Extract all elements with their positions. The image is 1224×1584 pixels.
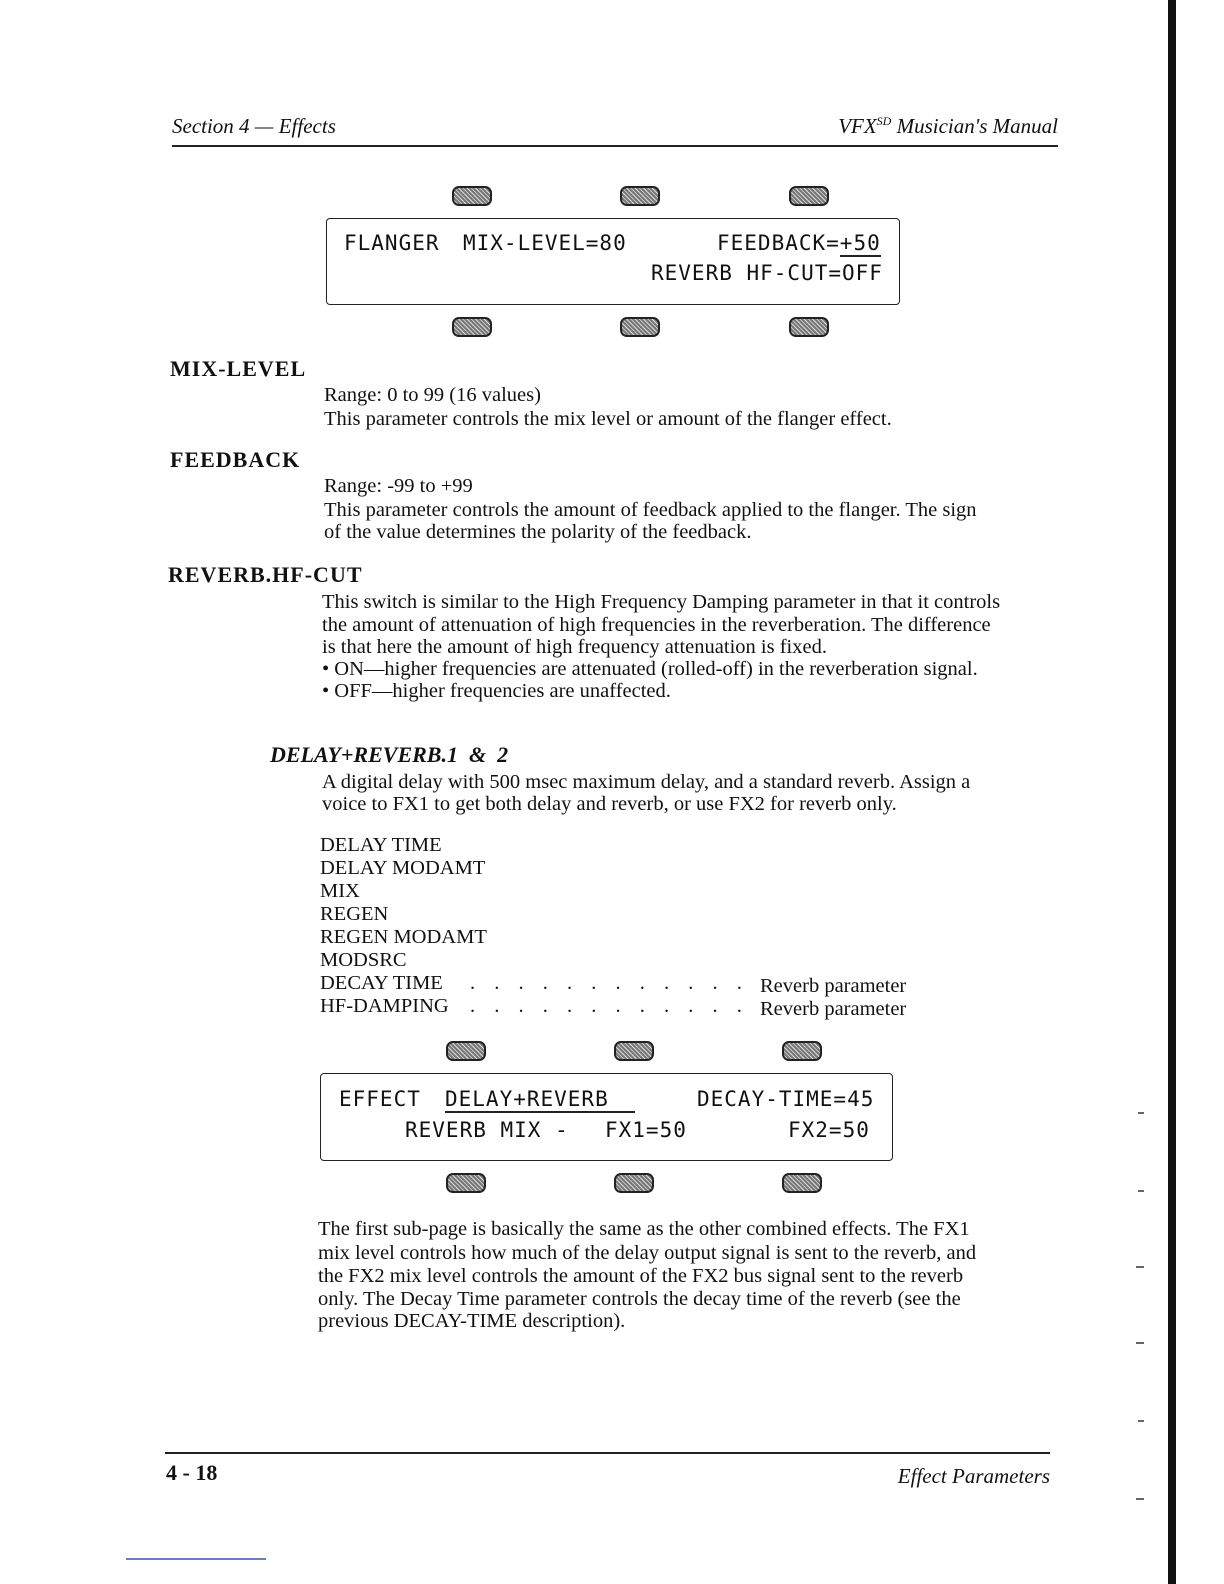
- param-mix-level: MIX-LEVEL: [170, 356, 307, 381]
- lcd-delay-reverb: [320, 1073, 893, 1161]
- list-item: HF-DAMPING: [320, 995, 449, 1017]
- page-edge: [1168, 0, 1176, 1584]
- soft-button-top-1[interactable]: [446, 1041, 486, 1061]
- lcd-row1-left: FLANGER: [344, 231, 440, 255]
- param-feedback: FEEDBACK: [170, 447, 301, 472]
- lcd-row1-mid: MIX-LEVEL=80: [463, 231, 627, 255]
- closing-text: The first sub-page is basically the same as the other combined effects. The FX1: [318, 1218, 970, 1240]
- param-text: • ON—higher frequencies are attenuated (rolled-off) in the reverberation signal.: [322, 658, 978, 680]
- soft-button-bottom-1[interactable]: [452, 317, 492, 337]
- margin-mark: [1136, 1498, 1144, 1500]
- list-item: DELAY TIME: [320, 834, 442, 856]
- lcd-row2-right: FX2=50: [788, 1118, 870, 1142]
- lcd-row1-left: EFFECT: [339, 1087, 421, 1111]
- soft-button-top-3[interactable]: [789, 186, 829, 206]
- list-item: DECAY TIME: [320, 972, 443, 994]
- footer-title: Effect Parameters: [897, 1464, 1050, 1488]
- lcd-row1-right: FEEDBACK=+50: [717, 231, 881, 255]
- list-item: MIX: [320, 880, 360, 902]
- param-text: is that here the amount of high frequency attenuation is fixed.: [322, 636, 827, 658]
- closing-text: the FX2 mix level controls the amount of the FX2 bus signal sent to the reverb: [318, 1265, 964, 1287]
- edge-mark: [126, 1558, 266, 1560]
- leader-dots: . . . . . . . . . . . .: [470, 972, 749, 994]
- lcd-row1-right: DECAY-TIME=45: [697, 1087, 875, 1111]
- list-item: REGEN MODAMT: [320, 926, 487, 948]
- soft-button-bottom-3[interactable]: [789, 317, 829, 337]
- section-desc: voice to FX1 to get both delay and reverb, or use FX2 for reverb only.: [322, 793, 897, 815]
- param-text: This switch is similar to the High Frequency Damping parameter in that it controls: [322, 591, 1001, 613]
- soft-button-top-2[interactable]: [614, 1041, 654, 1061]
- lcd-row2-right: REVERB HF-CUT=OFF: [651, 261, 883, 285]
- leader-dots: . . . . . . . . . . . .: [470, 995, 749, 1017]
- section-header: Section 4 — Effects: [172, 114, 336, 138]
- soft-button-bottom-2[interactable]: [614, 1173, 654, 1193]
- margin-mark: [1138, 1190, 1144, 1192]
- lcd-row2-left: REVERB MIX -: [405, 1118, 569, 1142]
- margin-mark: [1136, 1342, 1144, 1344]
- page-number: 4 - 18: [166, 1460, 218, 1485]
- soft-button-bottom-3[interactable]: [782, 1173, 822, 1193]
- list-item: MODSRC: [320, 949, 407, 971]
- footer-rule: [165, 1452, 1050, 1454]
- margin-mark: [1138, 1420, 1144, 1422]
- closing-text: only. The Decay Time parameter controls the decay time of the reverb (see the: [318, 1288, 961, 1310]
- manual-title: $VFX^{SD}$ Musician's Manual: [838, 114, 1058, 138]
- param-text: Range: -99 to +99: [324, 475, 473, 497]
- lcd-flanger: [326, 218, 900, 305]
- soft-button-top-1[interactable]: [452, 186, 492, 206]
- closing-text: mix level controls how much of the delay output signal is sent to the reverb, and: [318, 1242, 977, 1264]
- margin-mark: [1136, 1266, 1144, 1268]
- soft-button-bottom-2[interactable]: [620, 317, 660, 337]
- list-item: REGEN: [320, 903, 389, 925]
- param-text: • OFF—higher frequencies are unaffected.: [322, 680, 671, 702]
- header-rule: [172, 145, 1058, 147]
- section-desc: A digital delay with 500 msec maximum delay, and a standard reverb. Assign a: [322, 771, 971, 793]
- soft-button-top-2[interactable]: [620, 186, 660, 206]
- soft-button-top-3[interactable]: [782, 1041, 822, 1061]
- list-item: DELAY MODAMT: [320, 857, 486, 879]
- lcd-row1-mid: DELAY+REVERB: [445, 1087, 635, 1113]
- param-text: This parameter controls the amount of feedback applied to the flanger. The sign: [324, 499, 977, 521]
- reverb-note: Reverb parameter: [760, 975, 907, 997]
- closing-text: previous DECAY-TIME description).: [318, 1310, 626, 1332]
- param-reverb-hf-cut: REVERB.HF-CUT: [168, 562, 363, 587]
- param-text: Range: 0 to 99 (16 values): [324, 384, 541, 406]
- param-text: the amount of attenuation of high frequencies in the reverberation. The difference: [322, 614, 991, 636]
- param-text: This parameter controls the mix level or amount of the flanger effect.: [324, 408, 892, 430]
- section-title-delay-reverb: DELAY+REVERB.1 & 2: [270, 742, 509, 767]
- param-text: of the value determines the polarity of the feedback.: [324, 521, 752, 543]
- margin-mark: [1138, 1112, 1144, 1114]
- lcd-row2-mid: FX1=50: [605, 1118, 687, 1142]
- soft-button-bottom-1[interactable]: [446, 1173, 486, 1193]
- reverb-note: Reverb parameter: [760, 998, 907, 1020]
